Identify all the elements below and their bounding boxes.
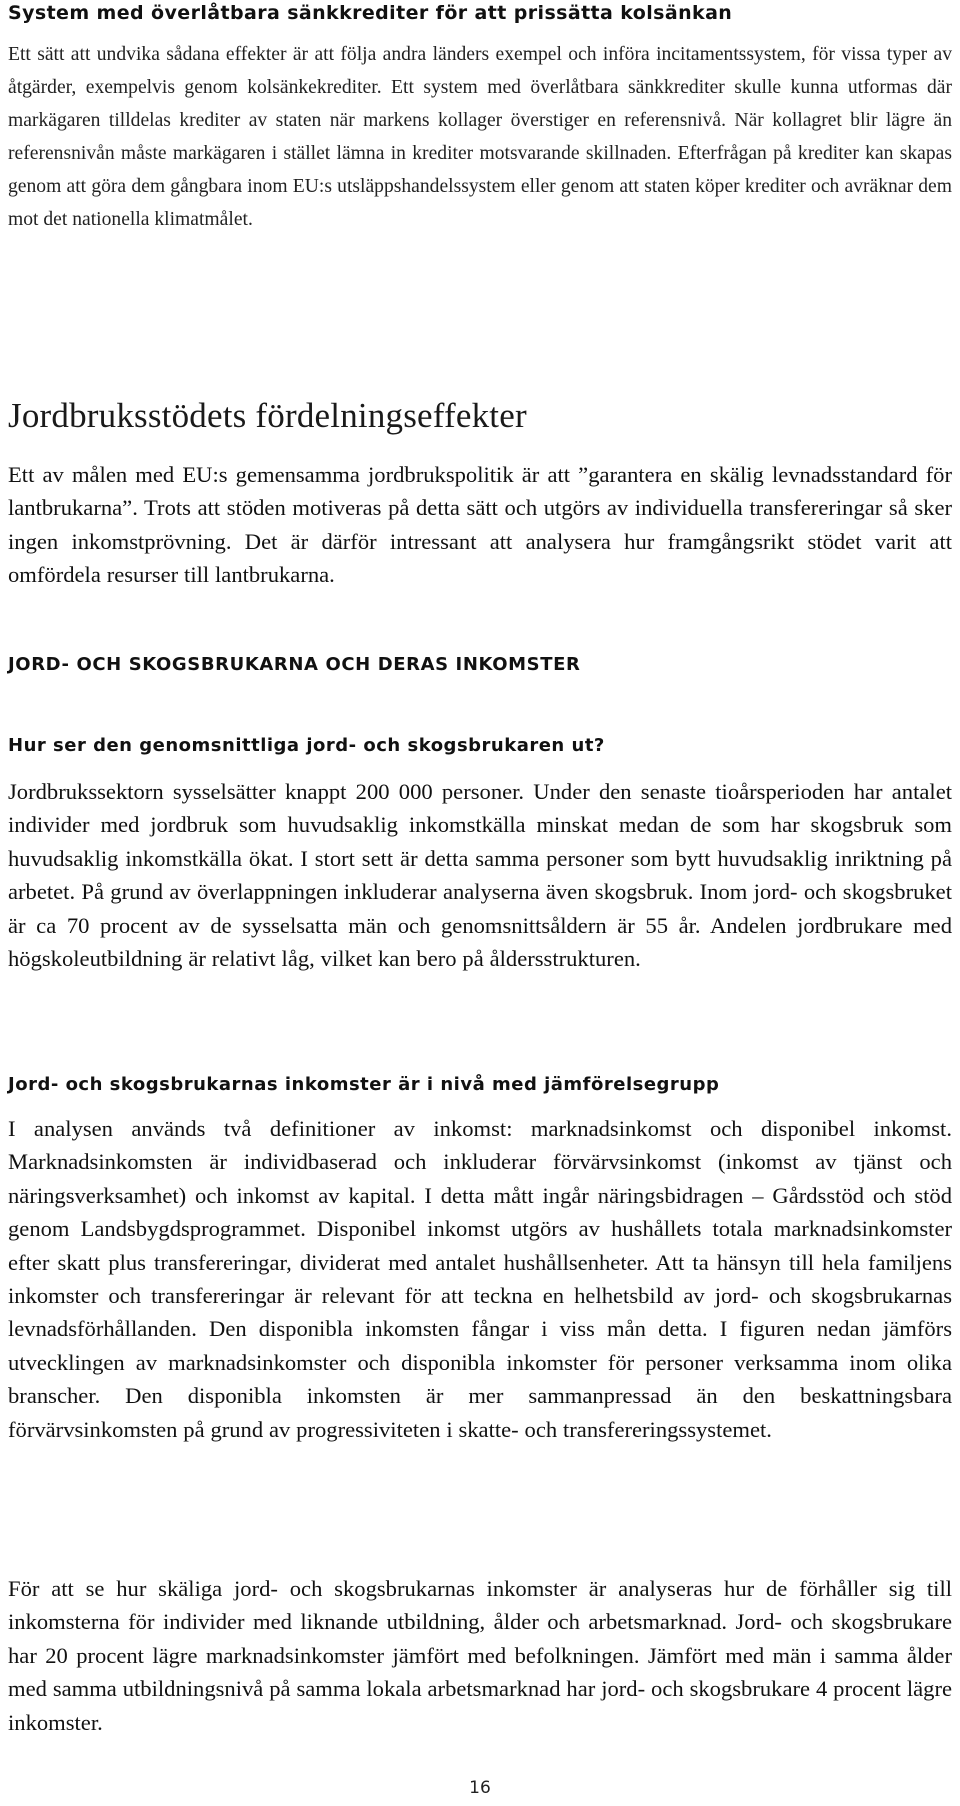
paragraph-jamforelse: För att se hur skäliga jord- och skogsbrukarnas inkomster är analyseras hur de förhåller sig till inkomsterna för individer med liknande utbildning, ålder och arbetsmarknad. Jord- och skogsbrukare har 20 procent lägre marknadsinkomster jämfört med befolkningen. Jämfört med män i samma ålder med samma utbildningsnivå på samma lokala arbetsmarknad har jord- och skogsbrukare 4 procent lägre inkomster. <box>8 1576 952 1735</box>
page-number: 16 <box>469 1778 491 1798</box>
heading-fordelningseffekter: Jordbruksstödets fördelningseffekter <box>8 396 527 435</box>
paragraph-definitioner: I analysen används två definitioner av inkomst: marknadsinkomst och disponibel inkomst. Marknadsinkomsten är individbaserad och inkluderar förvärvsinkomst (inkomst av tjänst och näringsverksamhet) och inkomst av kapital. I detta mått ingår näringsbidragen – Gårdsstöd och stöd genom Landsbygdsprogrammet. Disponibel inkomst utgörs av hushållets totala marknadsinkomster efter skatt plus transfereringar, dividerat med antalet hushållsenheter. Att ta hänsyn till hela familjens inkomster och transfereringar är relevant för att teckna en helhetsbild av jord- och skogsbrukarnas levnadsförhållanden. Den disponibla inkomsten fångar i viss mån detta. I figuren nedan jämförs utvecklingen av marknadsinkomster och disponibla inkomster för personer verksamma inom olika branscher. Den disponibla inkomsten är mer sammanpressad än den beskattningsbara förvärvsinkomsten på grund av progressiviteten i skatte- och transfereringssystemet. <box>8 1116 952 1442</box>
heading-jamforelsegrupp: Jord- och skogsbrukarnas inkomster är i nivå med jämförelsegrupp <box>8 1074 720 1095</box>
heading-genomsnitt: Hur ser den genomsnittliga jord- och skogsbrukaren ut? <box>8 735 605 756</box>
paragraph-fordelningseffekter: Ett av målen med EU:s gemensamma jordbrukspolitik är att ”garantera en skälig levnadsstandard för lantbrukarna”. Trots att stöden motiveras på detta sätt och utgörs av individuella transfereringar så sker ingen inkomstprövning. Det är därför intressant att analysera hur framgångsrikt stödet varit att omfördela resurser till lantbrukarna. <box>8 462 952 588</box>
heading-inkomster: JORD- OCH SKOGSBRUKARNA OCH DERAS INKOMSTER <box>8 654 581 675</box>
paragraph-kolsankan: Ett sätt att undvika sådana effekter är att följa andra länders exempel och införa incitamentssystem, för vissa typer av åtgärder, exempelvis genom kolsänkekrediter. Ett system med överlåtbara sänkkrediter skulle kunna utformas där markägaren tilldelas krediter av staten när markens kollager överstiger en referensnivå. När kollagret blir lägre än referensnivån måste markägaren i stället lämna in krediter motsvarande skillnaden. Efterfrågan på krediter kan skapas genom att göra dem gångbara inom EU:s utsläppshandelssystem eller genom att staten köper krediter och avräknar dem mot det nationella klimatmålet. <box>8 44 952 230</box>
paragraph-genomsnitt: Jordbrukssektorn sysselsätter knappt 200 000 personer. Under den senaste tioårsperioden har antalet individer med jordbruk som huvudsaklig inkomstkälla minskat medan de som har skogsbruk som huvudsaklig inkomstkälla ökat. I stort sett är detta samma personer som bytt huvudsaklig inriktning på arbetet. På grund av överlappningen inkluderar analyserna även skogsbruk. Inom jord- och skogsbruket är ca 70 procent av de sysselsatta män och genomsnittsåldern är 55 år. Andelen jordbrukare med högskoleutbildning är relativt låg, vilket kan bero på åldersstrukturen. <box>8 779 952 972</box>
heading-kolsankan: System med överlåtbara sänkkrediter för att prissätta kolsänkan <box>8 2 733 24</box>
